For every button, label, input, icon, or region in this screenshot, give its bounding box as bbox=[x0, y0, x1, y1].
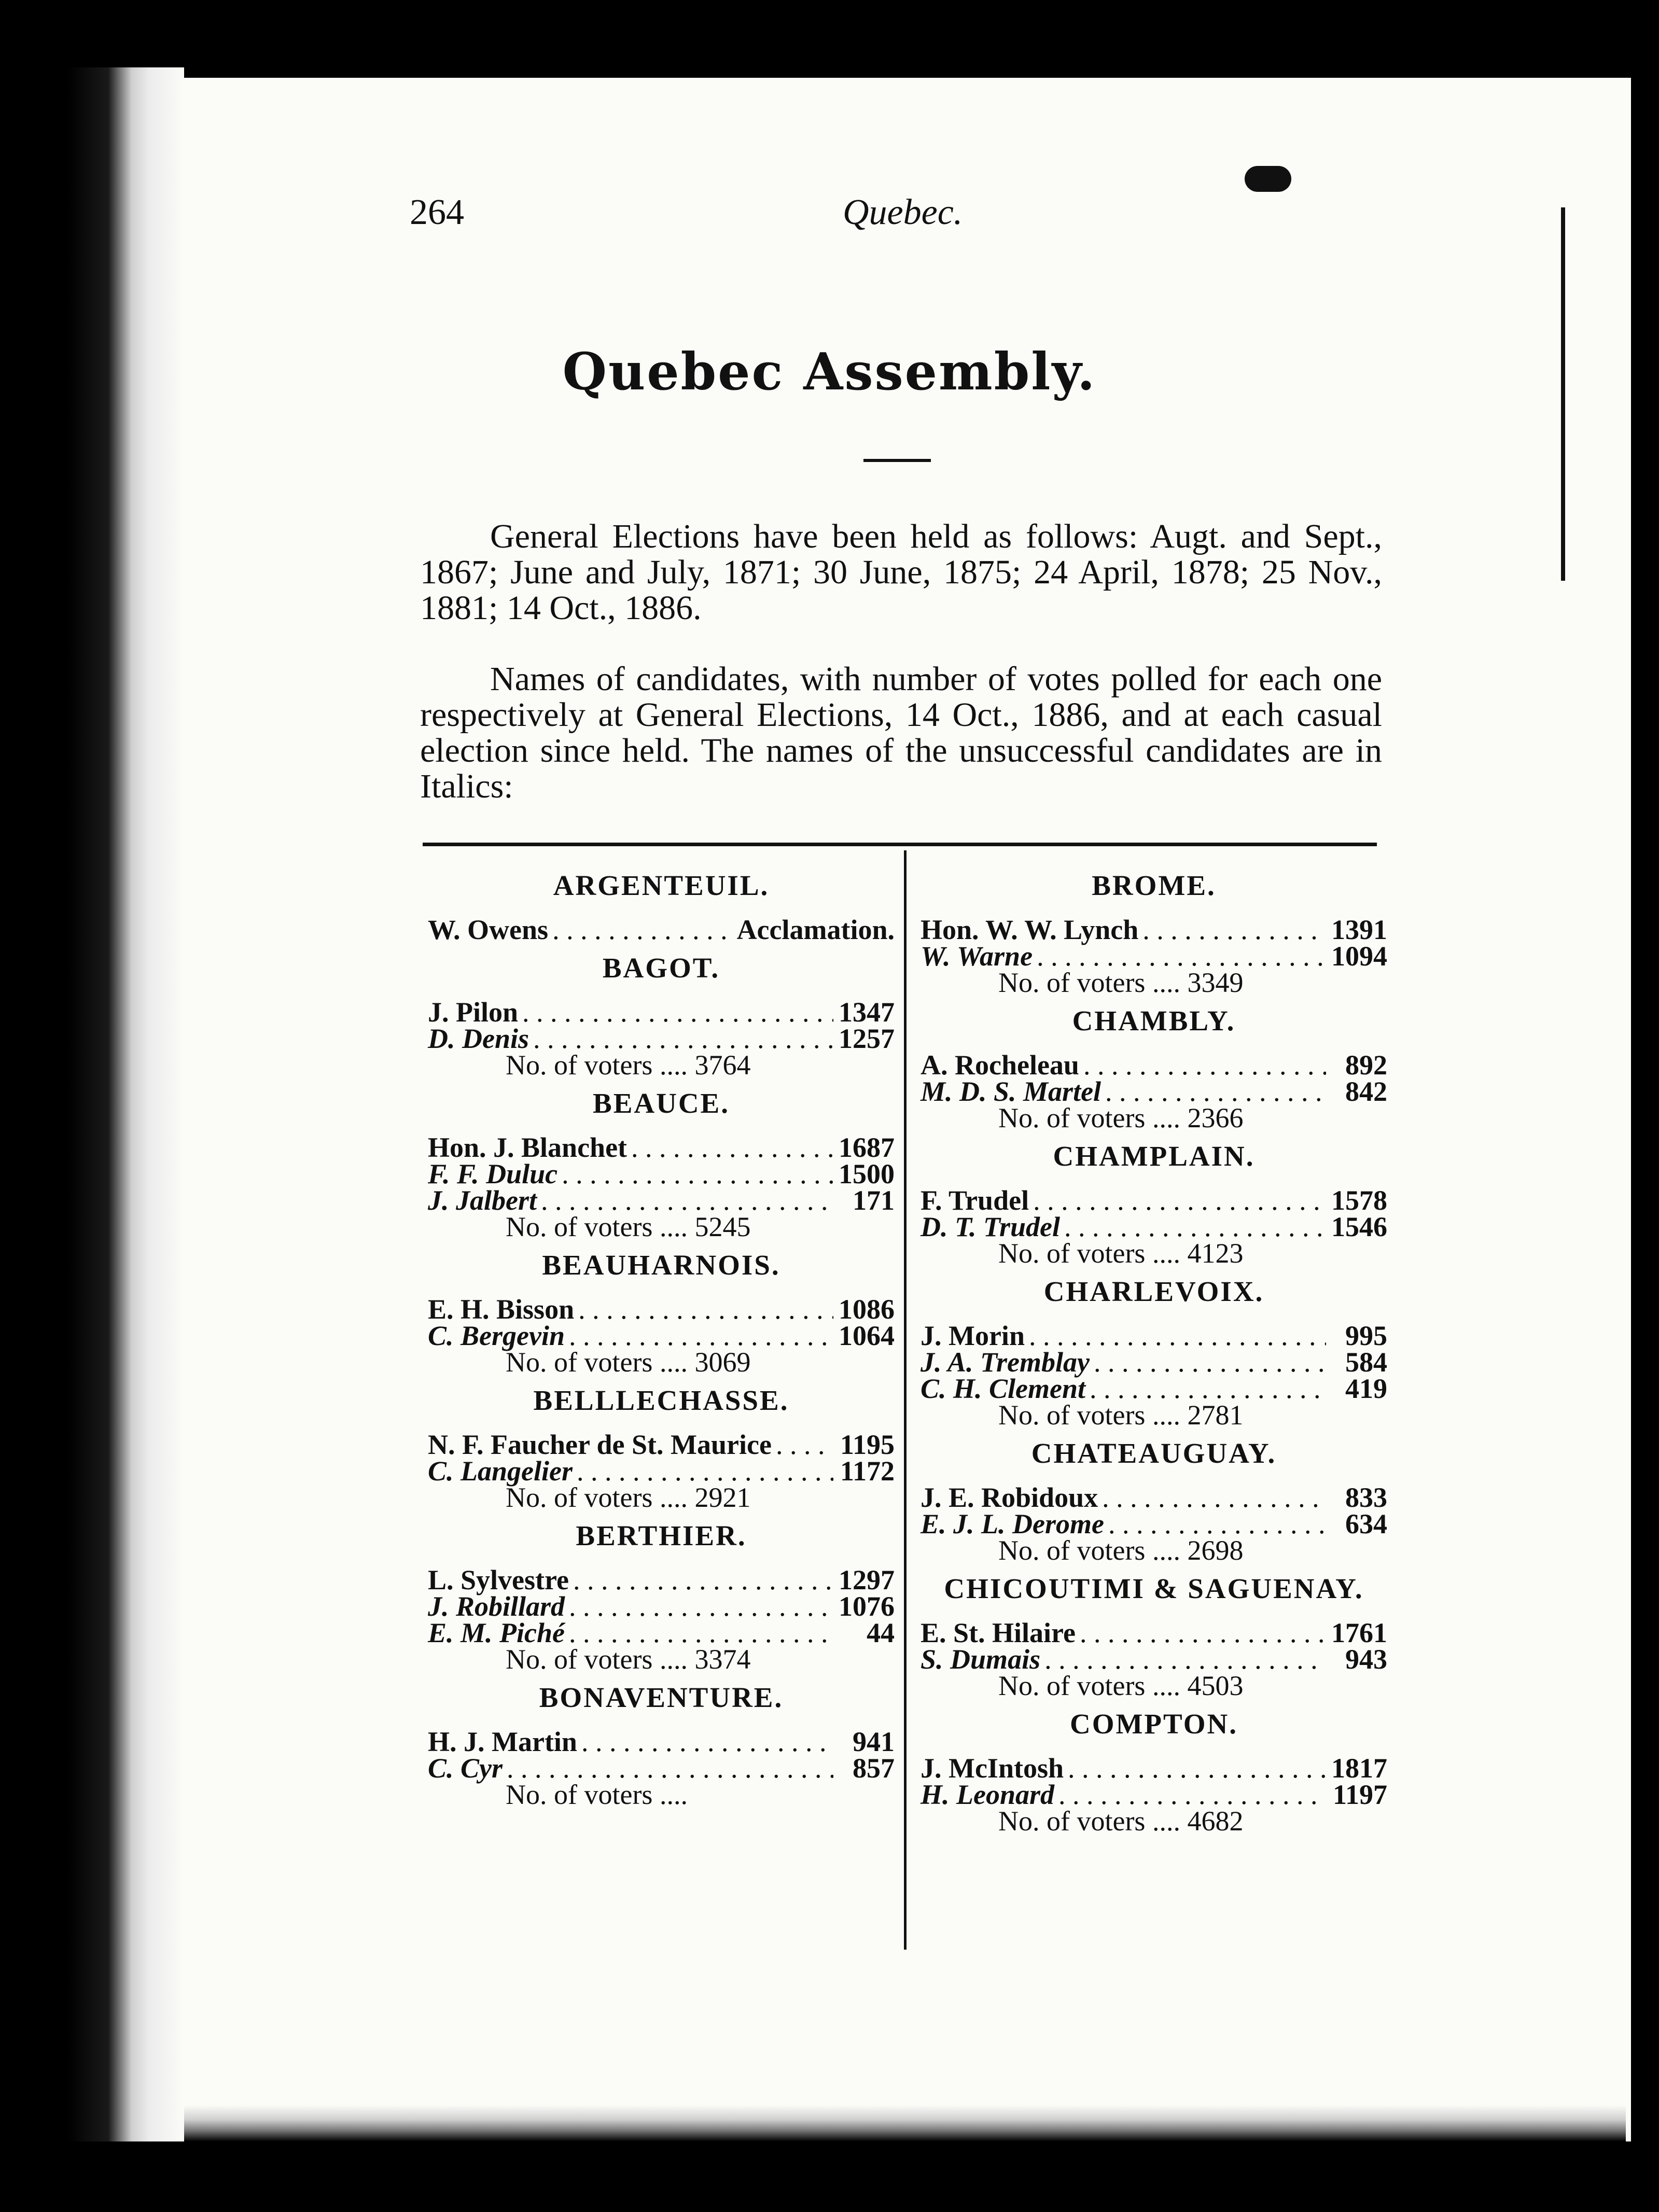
candidate-name: H. Leonard bbox=[921, 1779, 1055, 1810]
candidate-votes: 44 bbox=[867, 1617, 895, 1648]
candidate-name: E. St. Hilaire bbox=[921, 1617, 1076, 1648]
leader-dots bbox=[1102, 1485, 1326, 1511]
candidate-name: S. Dumais bbox=[921, 1644, 1041, 1675]
candidate-name: M. D. S. Martel bbox=[921, 1076, 1102, 1107]
district-heading: BEAUCE. bbox=[593, 1087, 730, 1119]
leader-dots bbox=[522, 999, 833, 1026]
leader-dots bbox=[1037, 943, 1326, 970]
voters-count: No. of voters .... bbox=[506, 1779, 688, 1810]
leader-dots bbox=[1058, 1782, 1326, 1808]
candidate-row bbox=[428, 1726, 895, 1757]
voters-count: No. of voters .... 2698 bbox=[998, 1535, 1244, 1566]
candidate-row bbox=[921, 1482, 1387, 1513]
candidate-row bbox=[921, 1349, 1387, 1376]
candidate-votes: 1546 bbox=[1331, 1211, 1387, 1242]
voters-count: No. of voters .... 3374 bbox=[506, 1644, 751, 1675]
candidate-row bbox=[921, 1049, 1387, 1081]
candidate-votes: 171 bbox=[853, 1185, 895, 1216]
district-heading: CHAMBLY. bbox=[1072, 1005, 1236, 1037]
leader-dots bbox=[1108, 1511, 1326, 1537]
leader-dots bbox=[569, 1323, 833, 1349]
title-rule bbox=[863, 459, 931, 462]
leader-dots bbox=[1033, 1187, 1326, 1214]
candidate-row bbox=[921, 1373, 1387, 1404]
candidate-name: E. J. L. Derome bbox=[921, 1508, 1104, 1539]
candidate-name: F. F. Duluc bbox=[428, 1158, 558, 1189]
candidate-votes: 857 bbox=[853, 1753, 895, 1784]
candidate-row bbox=[428, 1755, 895, 1782]
candidate-votes: 1086 bbox=[839, 1294, 895, 1325]
page-title: Quebec Assembly. bbox=[562, 342, 1097, 402]
candidate-row bbox=[428, 1296, 895, 1323]
voters-count: No. of voters .... 3764 bbox=[506, 1049, 751, 1081]
candidate-votes: 1094 bbox=[1331, 941, 1387, 972]
leader-dots bbox=[1083, 1052, 1326, 1079]
voters-count: No. of voters .... 2781 bbox=[998, 1399, 1244, 1431]
district-heading: BEAUHARNOIS. bbox=[542, 1249, 780, 1281]
candidate-votes: 1500 bbox=[839, 1158, 895, 1189]
candidate-name: N. F. Faucher de St. Maurice bbox=[428, 1429, 772, 1460]
candidate-name: D. Denis bbox=[428, 1023, 529, 1054]
district-heading: CHAMPLAIN. bbox=[1053, 1140, 1255, 1172]
candidate-votes: 1817 bbox=[1331, 1753, 1387, 1784]
column-divider bbox=[904, 850, 907, 1950]
candidate-name: E. M. Piché bbox=[428, 1617, 565, 1648]
leader-dots bbox=[569, 1620, 833, 1646]
voters-count: No. of voters .... 4123 bbox=[998, 1238, 1244, 1269]
intro-text-2: Names of candidates, with number of votes polled for each one respectively at General Elections, 14 Oct., 1886, and at each casual election since held. The names of the unsuccessful candidates are in Italics: bbox=[420, 660, 1382, 805]
candidate-votes: 584 bbox=[1345, 1347, 1387, 1378]
candidate-name: J. E. Robidoux bbox=[921, 1482, 1098, 1513]
voters-count: No. of voters .... 3349 bbox=[998, 967, 1244, 998]
district-heading: BELLLECHASSE. bbox=[533, 1384, 789, 1416]
candidate-name: F. Trudel bbox=[921, 1185, 1029, 1216]
candidate-votes: 1297 bbox=[839, 1564, 895, 1595]
candidate-votes: 833 bbox=[1345, 1482, 1387, 1513]
page-bottom-edge bbox=[184, 2105, 1626, 2141]
voters-count: No. of voters .... 3069 bbox=[506, 1347, 751, 1378]
candidate-row bbox=[921, 1211, 1387, 1242]
margin-bracket-mark bbox=[1561, 207, 1565, 581]
candidate-name: C. H. Clement bbox=[921, 1373, 1086, 1404]
leader-dots bbox=[577, 1458, 833, 1485]
table-top-rule bbox=[423, 843, 1377, 846]
candidate-name: J. Robillard bbox=[428, 1591, 565, 1622]
candidate-row bbox=[921, 1779, 1387, 1810]
candidate-row bbox=[428, 1023, 895, 1054]
candidate-votes: 634 bbox=[1345, 1508, 1387, 1539]
candidate-name: A. Rocheleau bbox=[921, 1049, 1079, 1081]
district-heading: CHATEAUGUAY. bbox=[1031, 1437, 1277, 1469]
leader-dots bbox=[1105, 1079, 1326, 1105]
leader-dots bbox=[507, 1755, 833, 1782]
candidate-row bbox=[921, 1646, 1387, 1673]
candidate-votes: 842 bbox=[1345, 1076, 1387, 1107]
district-heading: COMPTON. bbox=[1070, 1708, 1238, 1740]
leader-dots bbox=[541, 1187, 833, 1214]
candidate-row bbox=[428, 1320, 895, 1351]
candidate-name: Hon. W. W. Lynch bbox=[921, 914, 1139, 945]
candidate-votes: 1195 bbox=[840, 1429, 895, 1460]
candidate-row bbox=[428, 1132, 895, 1163]
district-heading: BONAVENTURE. bbox=[539, 1682, 784, 1713]
leader-dots bbox=[581, 1729, 833, 1755]
leader-dots bbox=[1029, 1323, 1326, 1349]
leader-dots bbox=[1090, 1376, 1326, 1402]
voters-count: No. of voters .... 4503 bbox=[998, 1670, 1244, 1701]
candidate-row bbox=[428, 1564, 895, 1595]
candidate-row bbox=[921, 1076, 1387, 1107]
candidate-name: L. Sylvestre bbox=[428, 1564, 569, 1595]
candidate-votes: 1761 bbox=[1331, 1617, 1387, 1648]
candidate-name: C. Cyr bbox=[428, 1753, 503, 1784]
candidate-row bbox=[428, 1617, 895, 1648]
candidate-name: J. McIntosh bbox=[921, 1753, 1064, 1784]
candidate-name: C. Bergevin bbox=[428, 1320, 565, 1351]
candidate-votes: Acclamation. bbox=[736, 914, 895, 945]
candidate-row bbox=[921, 1320, 1387, 1351]
candidate-votes: 1578 bbox=[1331, 1185, 1387, 1216]
leader-dots bbox=[569, 1593, 833, 1620]
running-head: Quebec. bbox=[843, 192, 963, 232]
district-heading: ARGENTEUIL. bbox=[553, 870, 770, 901]
candidate-votes: 1257 bbox=[839, 1023, 895, 1054]
candidate-name: J. Morin bbox=[921, 1320, 1025, 1351]
candidate-name: J. A. Tremblay bbox=[921, 1347, 1090, 1378]
leader-dots bbox=[631, 1135, 833, 1161]
voters-count: No. of voters .... 2366 bbox=[998, 1102, 1244, 1133]
leader-dots bbox=[776, 1432, 833, 1458]
candidate-name: W. Owens bbox=[428, 914, 549, 945]
voters-count: No. of voters .... 2921 bbox=[506, 1482, 751, 1513]
candidate-row bbox=[428, 1187, 895, 1214]
candidate-votes: 1391 bbox=[1331, 914, 1387, 945]
candidate-row bbox=[921, 1617, 1387, 1648]
candidate-name: H. J. Martin bbox=[428, 1726, 577, 1757]
candidate-row bbox=[428, 1429, 895, 1460]
leader-dots bbox=[578, 1296, 833, 1323]
candidate-votes: 1172 bbox=[840, 1455, 895, 1487]
leader-dots bbox=[552, 917, 733, 943]
candidate-votes: 1076 bbox=[839, 1591, 895, 1622]
leader-dots bbox=[1080, 1620, 1326, 1646]
candidate-row bbox=[921, 1187, 1387, 1214]
voters-count: No. of voters .... 5245 bbox=[506, 1211, 751, 1242]
candidate-name: W. Warne bbox=[921, 941, 1033, 972]
candidate-row bbox=[428, 1593, 895, 1620]
leader-dots bbox=[573, 1567, 833, 1593]
leader-dots bbox=[1064, 1214, 1326, 1240]
intro-text-1: General Elections have been held as follows: Augt. and Sept., 1867; June and July, 1871; 30 June, 1875; 24 April, 1878; 25 Nov., 1881; 14 Oct., 1886. bbox=[420, 517, 1382, 627]
voters-count: No. of voters .... 4682 bbox=[998, 1805, 1244, 1837]
leader-dots bbox=[1044, 1646, 1326, 1673]
district-heading: CHARLEVOIX. bbox=[1043, 1276, 1264, 1307]
district-heading: BROME. bbox=[1092, 870, 1216, 901]
ink-blot bbox=[1245, 166, 1291, 192]
candidate-votes: 941 bbox=[853, 1726, 895, 1757]
district-heading: BERTHIER. bbox=[576, 1520, 747, 1551]
leader-dots bbox=[1068, 1755, 1326, 1782]
candidate-name: D. T. Trudel bbox=[921, 1211, 1061, 1242]
candidate-row bbox=[428, 1455, 895, 1487]
candidate-votes: 1064 bbox=[839, 1320, 895, 1351]
left-column bbox=[428, 861, 895, 1808]
candidate-votes: 1687 bbox=[839, 1132, 895, 1163]
candidate-row bbox=[921, 1508, 1387, 1539]
candidate-votes: 419 bbox=[1345, 1373, 1387, 1404]
candidate-row bbox=[428, 999, 895, 1026]
candidate-row bbox=[921, 943, 1387, 970]
intro-paragraph-2 bbox=[420, 661, 1382, 804]
candidate-votes: 1197 bbox=[1332, 1779, 1387, 1810]
leader-dots bbox=[533, 1026, 833, 1052]
candidate-row bbox=[921, 1755, 1387, 1782]
candidate-votes: 995 bbox=[1345, 1320, 1387, 1351]
district-heading: BAGOT. bbox=[602, 952, 720, 984]
candidate-row bbox=[921, 914, 1387, 945]
candidate-row bbox=[428, 914, 895, 945]
candidate-votes: 892 bbox=[1345, 1049, 1387, 1081]
candidate-name: J. Pilon bbox=[428, 997, 519, 1028]
intro-paragraph-1 bbox=[420, 519, 1382, 626]
candidate-votes: 1347 bbox=[839, 997, 895, 1028]
candidate-name: E. H. Bisson bbox=[428, 1294, 575, 1325]
page-number: 264 bbox=[410, 192, 464, 232]
candidate-name: Hon. J. Blanchet bbox=[428, 1132, 628, 1163]
leader-dots bbox=[1142, 917, 1326, 943]
leader-dots bbox=[1094, 1349, 1326, 1376]
candidate-row bbox=[428, 1158, 895, 1189]
leader-dots bbox=[562, 1161, 833, 1187]
candidate-votes: 943 bbox=[1345, 1644, 1387, 1675]
right-column bbox=[921, 861, 1387, 1835]
candidate-name: C. Langelier bbox=[428, 1455, 573, 1487]
candidate-name: J. Jalbert bbox=[428, 1185, 537, 1216]
district-heading: CHICOUTIMI & SAGUENAY. bbox=[944, 1573, 1364, 1604]
